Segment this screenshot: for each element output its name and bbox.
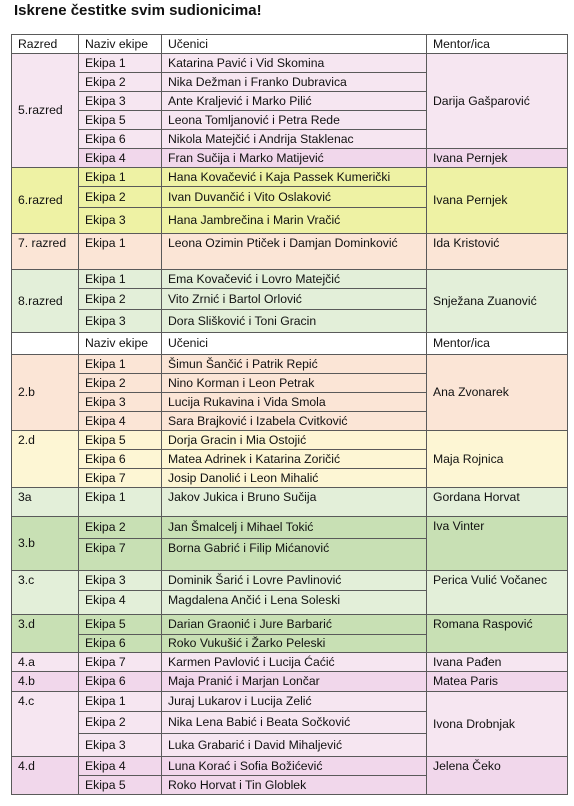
mentor-cell: Gordana Horvat bbox=[427, 488, 568, 517]
ucenici-cell: Vito Zrnić i Bartol Orlović bbox=[162, 289, 427, 310]
ucenici-cell: Leona Tomljanović i Petra Rede bbox=[162, 111, 427, 130]
ekipa-cell: Ekipa 4 bbox=[79, 412, 162, 431]
mentor-cell: Ana Zvonarek bbox=[427, 355, 568, 431]
table-row bbox=[12, 672, 568, 692]
ekipa-cell: Ekipa 5 bbox=[79, 111, 162, 130]
ekipa-cell: Ekipa 3 bbox=[79, 393, 162, 412]
table-row bbox=[12, 431, 568, 450]
ucenici-cell: Dorja Gracin i Mia Ostojić bbox=[162, 431, 427, 450]
table-row bbox=[12, 517, 568, 539]
table-row bbox=[12, 757, 568, 776]
ucenici-cell: Josip Danolić i Leon Mihalić bbox=[162, 469, 427, 488]
mentor-cell: Ivana Pernjek bbox=[427, 168, 568, 234]
ekipa-cell: Ekipa 1 bbox=[79, 488, 162, 517]
ekipa-cell: Ekipa 3 bbox=[79, 92, 162, 111]
ucenici-cell: Darian Graonić i Jure Barbarić bbox=[162, 615, 427, 635]
table-row bbox=[12, 234, 568, 270]
ucenici-cell: Nino Korman i Leon Petrak bbox=[162, 374, 427, 393]
header-row bbox=[12, 35, 568, 54]
header-ucenici: Učenici bbox=[162, 333, 427, 355]
razred-cell: 6.razred bbox=[12, 168, 79, 234]
ucenici-cell: Matea Adrinek i Katarina Zoričić bbox=[162, 450, 427, 469]
ucenici-cell: Jakov Jukica i Bruno Sučija bbox=[162, 488, 427, 517]
mentor-cell: Perica Vulić Vočanec bbox=[427, 571, 568, 615]
ucenici-cell: Nikola Matejčić i Andrija Staklenac bbox=[162, 130, 427, 149]
razred-cell: 3.b bbox=[12, 517, 79, 571]
header-ekipa: Naziv ekipe bbox=[79, 333, 162, 355]
ekipa-cell: Ekipa 5 bbox=[79, 615, 162, 635]
table-row bbox=[12, 168, 568, 187]
ucenici-cell: Lucija Rukavina i Vida Smola bbox=[162, 393, 427, 412]
ekipa-cell: Ekipa 3 bbox=[79, 208, 162, 234]
mentor-cell: Iva Vinter bbox=[427, 517, 568, 571]
table-row bbox=[12, 615, 568, 635]
ekipa-cell: Ekipa 5 bbox=[79, 776, 162, 795]
table-row bbox=[12, 270, 568, 289]
mentor-cell: Ivana Pernjek bbox=[427, 149, 568, 168]
ucenici-cell: Ante Kraljević i Marko Pilić bbox=[162, 92, 427, 111]
mentor-cell: Ivona Drobnjak bbox=[427, 692, 568, 757]
ekipa-cell: Ekipa 2 bbox=[79, 517, 162, 539]
table-row bbox=[12, 149, 568, 168]
ekipa-cell: Ekipa 3 bbox=[79, 571, 162, 591]
header-row bbox=[12, 333, 568, 355]
ekipa-cell: Ekipa 1 bbox=[79, 692, 162, 712]
mentor-cell: Matea Paris bbox=[427, 672, 568, 692]
ekipa-cell: Ekipa 7 bbox=[79, 539, 162, 571]
ucenici-cell: Maja Pranić i Marjan Lončar bbox=[162, 672, 427, 692]
ekipa-cell: Ekipa 3 bbox=[79, 734, 162, 757]
ekipa-cell: Ekipa 6 bbox=[79, 635, 162, 653]
ucenici-cell: Šimun Šančić i Patrik Repić bbox=[162, 355, 427, 374]
razred-cell: 3a bbox=[12, 488, 79, 517]
ucenici-cell: Sara Brajković i Izabela Cvitković bbox=[162, 412, 427, 431]
ekipa-cell: Ekipa 1 bbox=[79, 168, 162, 187]
ucenici-cell: Leona Ozimin Ptiček i Damjan Dominković bbox=[162, 234, 427, 270]
ucenici-cell: Ivan Duvančić i Vito Oslaković bbox=[162, 187, 427, 208]
ucenici-cell: Nika Lena Babić i Beata Sočković bbox=[162, 712, 427, 734]
page-title: Iskrene čestitke svim sudionicima! bbox=[14, 2, 262, 19]
ekipa-cell: Ekipa 2 bbox=[79, 187, 162, 208]
header-razred: Razred bbox=[12, 35, 79, 54]
ucenici-cell: Karmen Pavlović i Lucija Ćaćić bbox=[162, 653, 427, 672]
ekipa-cell: Ekipa 1 bbox=[79, 234, 162, 270]
header-ekipa: Naziv ekipe bbox=[79, 35, 162, 54]
ucenici-cell: Hana Jambrečina i Marin Vračić bbox=[162, 208, 427, 234]
razred-cell: 7. razred bbox=[12, 234, 79, 270]
header-ucenici: Učenici bbox=[162, 35, 427, 54]
ucenici-cell: Hana Kovačević i Kaja Passek Kumerički bbox=[162, 168, 427, 187]
ucenici-cell: Fran Sučija i Marko Matijević bbox=[162, 149, 427, 168]
razred-cell: 2.b bbox=[12, 355, 79, 431]
razred-cell: 8.razred bbox=[12, 270, 79, 333]
table-row bbox=[12, 571, 568, 591]
ucenici-cell: Jan Šmalcelj i Mihael Tokić bbox=[162, 517, 427, 539]
ekipa-cell: Ekipa 1 bbox=[79, 54, 162, 73]
ekipa-cell: Ekipa 2 bbox=[79, 289, 162, 310]
ucenici-cell: Luka Grabarić i David Mihaljević bbox=[162, 734, 427, 757]
razred-cell: 4.b bbox=[12, 672, 79, 692]
table-row bbox=[12, 54, 568, 73]
ekipa-cell: Ekipa 4 bbox=[79, 149, 162, 168]
ucenici-cell: Borna Gabrić i Filip Mićanović bbox=[162, 539, 427, 571]
table-row bbox=[12, 653, 568, 672]
mentor-cell: Darija Gašparović bbox=[427, 54, 568, 149]
ucenici-cell: Juraj Lukarov i Lucija Zelić bbox=[162, 692, 427, 712]
ekipa-cell: Ekipa 1 bbox=[79, 270, 162, 289]
ekipa-cell: Ekipa 4 bbox=[79, 757, 162, 776]
table-row bbox=[12, 488, 568, 517]
razred-cell: 3.c bbox=[12, 571, 79, 615]
ekipa-cell: Ekipa 6 bbox=[79, 672, 162, 692]
ekipa-cell: Ekipa 6 bbox=[79, 450, 162, 469]
razred-cell: 5.razred bbox=[12, 54, 79, 168]
ekipa-cell: Ekipa 2 bbox=[79, 374, 162, 393]
ekipa-cell: Ekipa 7 bbox=[79, 469, 162, 488]
ucenici-cell: Ema Kovačević i Lovro Matejčić bbox=[162, 270, 427, 289]
ucenici-cell: Luna Korać i Sofia Božićević bbox=[162, 757, 427, 776]
ucenici-cell: Dominik Šarić i Lovre Pavlinović bbox=[162, 571, 427, 591]
ekipa-cell: Ekipa 7 bbox=[79, 653, 162, 672]
mentor-cell: Jelena Čeko bbox=[427, 757, 568, 795]
table-row bbox=[12, 692, 568, 712]
table-row bbox=[12, 355, 568, 374]
ucenici-cell: Roko Horvat i Tin Globlek bbox=[162, 776, 427, 795]
results-table bbox=[11, 34, 568, 795]
ekipa-cell: Ekipa 2 bbox=[79, 73, 162, 92]
mentor-cell: Snježana Zuanović bbox=[427, 270, 568, 333]
mentor-cell: Maja Rojnica bbox=[427, 431, 568, 488]
ucenici-cell: Katarina Pavić i Vid Skomina bbox=[162, 54, 427, 73]
mentor-cell: Ivana Pađen bbox=[427, 653, 568, 672]
razred-cell: 4.c bbox=[12, 692, 79, 757]
ekipa-cell: Ekipa 2 bbox=[79, 712, 162, 734]
ekipa-cell: Ekipa 5 bbox=[79, 431, 162, 450]
ucenici-cell: Roko Vukušić i Žarko Peleski bbox=[162, 635, 427, 653]
ekipa-cell: Ekipa 6 bbox=[79, 130, 162, 149]
ucenici-cell: Nika Dežman i Franko Dubravica bbox=[162, 73, 427, 92]
ucenici-cell: Magdalena Ančić i Lena Soleski bbox=[162, 591, 427, 615]
header-razred-empty bbox=[12, 333, 79, 355]
razred-cell: 4.d bbox=[12, 757, 79, 795]
razred-cell: 2.d bbox=[12, 431, 79, 488]
ekipa-cell: Ekipa 4 bbox=[79, 591, 162, 615]
mentor-cell: Ida Kristović bbox=[427, 234, 568, 270]
razred-cell: 4.a bbox=[12, 653, 79, 672]
razred-cell: 3.d bbox=[12, 615, 79, 653]
ekipa-cell: Ekipa 1 bbox=[79, 355, 162, 374]
mentor-cell: Romana Raspović bbox=[427, 615, 568, 653]
header-mentor: Mentor/ica bbox=[427, 333, 568, 355]
header-mentor: Mentor/ica bbox=[427, 35, 568, 54]
ekipa-cell: Ekipa 3 bbox=[79, 310, 162, 333]
ucenici-cell: Dora Slišković i Toni Gracin bbox=[162, 310, 427, 333]
